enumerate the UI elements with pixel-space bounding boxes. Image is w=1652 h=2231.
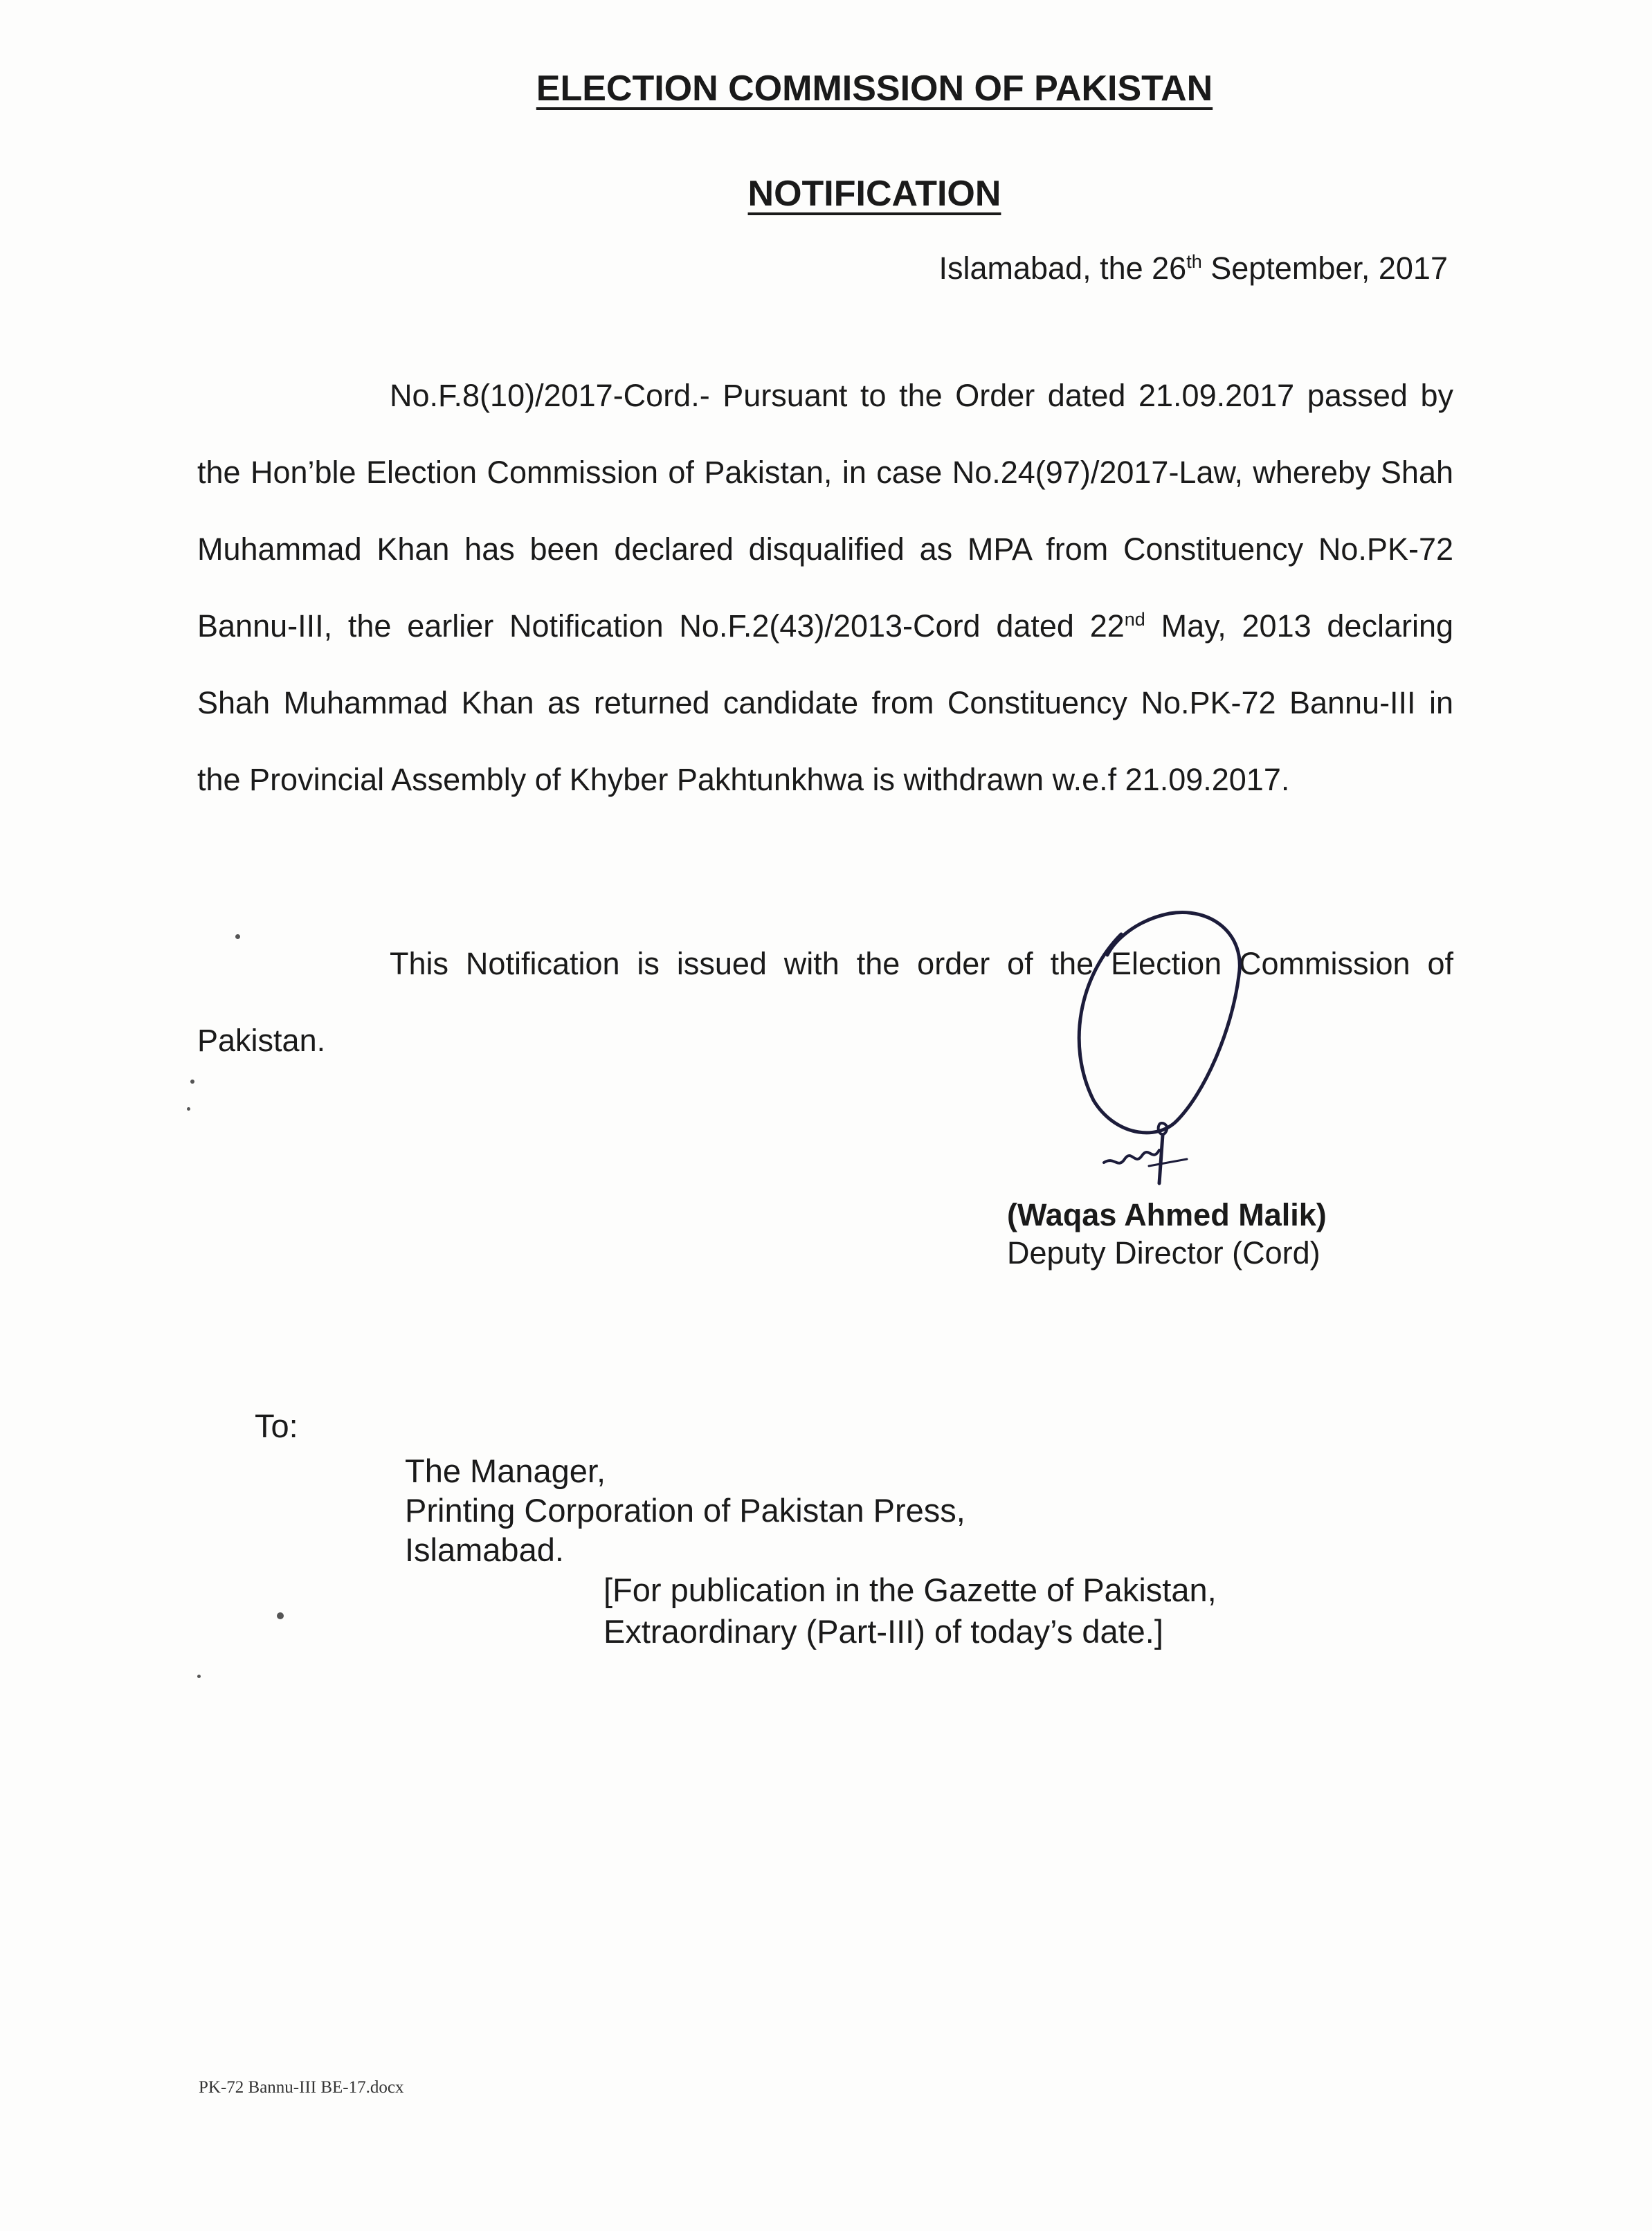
to-label: To:: [255, 1408, 298, 1444]
scan-speck: [277, 1612, 284, 1619]
address-line: The Manager,: [405, 1453, 606, 1489]
scan-speck: [187, 1107, 190, 1111]
date-suffix: th: [1186, 251, 1202, 272]
signatory-name: (Waqas Ahmed Malik): [1007, 1197, 1327, 1232]
scan-speck: [235, 934, 240, 939]
paragraph-1-text-a: No.F.8(10)/2017-Cord.- Pursuant to the Order dated 21.09.2017 passed by the Hon’ble Election Commission of Pakistan, in case No.24(97)/2017-Law, whereby Shah Muhammad Khan has been declared disqualified as MPA from Constituency No.PK-72 Bannu-III, the earlier Notification No.F.2(43)/2013-Cord dated 22: [197, 378, 1453, 644]
body-paragraph-2: This Notification is issued with the order of the Election Commission of Pakistan.: [197, 946, 1453, 1058]
notification-heading: NOTIFICATION: [747, 174, 1001, 214]
date-prefix: Islamabad, the 26: [938, 251, 1187, 286]
signatory-title: Deputy Director (Cord): [1007, 1235, 1320, 1271]
paragraph-1-ordinal: nd: [1124, 609, 1145, 630]
address-line: Printing Corporation of Pakistan Press,: [405, 1492, 965, 1529]
handwritten-signature: [1038, 893, 1267, 1197]
body-paragraph-1: [197, 357, 1453, 818]
scan-speck: [197, 1675, 201, 1678]
footer-file-name: PK-72 Bannu-III BE-17.docx: [199, 2078, 404, 2097]
address-line: Islamabad.: [405, 1531, 564, 1568]
organization-heading: ELECTION COMMISSION OF PAKISTAN: [536, 69, 1213, 109]
date-line: [938, 251, 1448, 286]
scan-speck: [190, 1080, 194, 1084]
date-rest: September, 2017: [1201, 251, 1448, 286]
paragraph-1-text-b: May, 2013 declaring Shah Muhammad Khan as returned candidate from Constituency No.PK-72 Bannu-III in the Provincial Assembly of Khyber Pakhtunkhwa is withdrawn w.e.f 21.09.2017.: [197, 608, 1454, 797]
publication-note-line: [For publication in the Gazette of Pakistan,: [603, 1572, 1217, 1608]
publication-note-line: Extraordinary (Part-III) of today’s date.]: [603, 1613, 1163, 1650]
